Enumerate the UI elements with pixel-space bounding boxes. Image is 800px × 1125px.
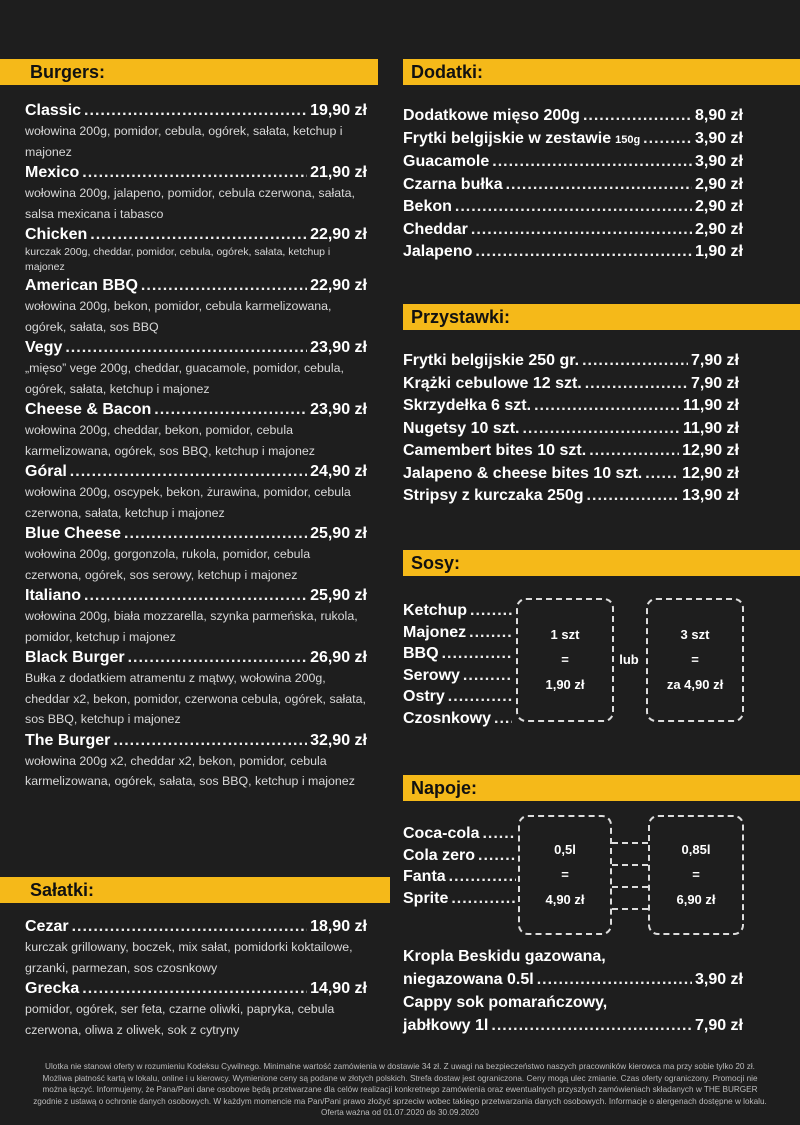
item-name: niegazowana 0.5l	[403, 971, 534, 988]
leader-dots	[84, 100, 307, 121]
salads-list	[25, 916, 367, 1040]
item-price: 32,90 zł	[310, 731, 367, 749]
leader-dots	[113, 730, 307, 751]
leader-dots	[537, 968, 692, 991]
item-name: Frytki belgijskie 250 gr.	[403, 352, 580, 369]
leader-dots	[475, 241, 692, 264]
list-item	[403, 665, 515, 687]
item-name: Stripsy z kurczaka 250g	[403, 487, 584, 504]
item-name: American BBQ	[25, 277, 138, 294]
list-item	[403, 600, 515, 622]
list-item	[403, 622, 515, 644]
sauce-box1-qty: 1 szt	[550, 627, 580, 642]
item-price: 7,90 zł	[694, 1017, 743, 1034]
item-name: Mexico	[25, 164, 80, 181]
leader-dots	[124, 523, 307, 544]
salads-header	[0, 877, 390, 903]
item-price: 11,90 zł	[682, 419, 739, 437]
item-name: Sprite	[403, 889, 449, 907]
leader-dots	[645, 463, 679, 486]
item-size: 150g	[615, 133, 641, 146]
item-line	[25, 647, 367, 668]
drink-link-2	[612, 864, 648, 866]
item-line	[403, 151, 743, 174]
item-line	[25, 461, 367, 482]
drink-line	[403, 968, 743, 991]
item-price: 3,90 zł	[694, 129, 743, 147]
item-price: 2,90 zł	[694, 220, 743, 238]
item-line	[403, 241, 743, 264]
menu-item	[25, 916, 367, 978]
leader-dots	[494, 708, 512, 730]
item-line	[403, 373, 739, 396]
item-name: Coca-cola	[403, 825, 480, 842]
item-price: 7,90 zł	[690, 352, 739, 369]
extras-title: Dodatki:	[411, 62, 483, 82]
leader-dots	[455, 196, 692, 219]
leader-dots	[442, 643, 512, 665]
item-name: jabłkowy 1l	[403, 1017, 489, 1034]
leader-dots	[492, 151, 692, 174]
leader-dots	[84, 585, 307, 606]
item-price: 3,90 zł	[694, 153, 743, 170]
item-name: The Burger	[25, 731, 111, 749]
item-name: Chicken	[25, 226, 88, 243]
list-item	[403, 845, 519, 867]
item-description: Bułka z dodatkiem atramentu z mątwy, wołowina 200g, cheddar x2, bekon, pomidor, czerwona cebula, ogórek, sałata, sos BBQ, ketchup i majonez	[25, 671, 366, 726]
item-price: 19,90 zł	[310, 102, 367, 119]
item-description: kurczak 200g, cheddar, pomidor, cebula, ogórek, sałata, ketchup i majonez	[25, 246, 331, 273]
item-description: wołowina 200g, biała mozzarella, szynka parmeńska, rukola, pomidor, ketchup i majonez	[25, 609, 358, 644]
drink-box1-price: 4,90 zł	[545, 892, 585, 907]
item-price: 3,90 zł	[694, 971, 743, 988]
item-price: 25,90 zł	[310, 525, 367, 542]
drink-line	[403, 1014, 743, 1037]
item-line	[25, 523, 367, 544]
leader-dots	[82, 162, 307, 183]
item-name: Blue Cheese	[25, 525, 122, 542]
item-line	[25, 730, 367, 751]
item-description: wołowina 200g x2, cheddar x2, bekon, pomidor, cebula karmelizowana, ogórek, sałata, sos BBQ, ketchup i majonez	[25, 753, 355, 788]
drink-box2-eq: =	[692, 867, 700, 882]
leader-dots	[469, 622, 512, 644]
item-price: 7,90 zł	[690, 374, 739, 392]
extras-header	[403, 59, 800, 85]
sauce-or-label: lub	[619, 652, 639, 667]
menu-item	[25, 399, 367, 461]
item-name: Dodatkowe mięso 200g	[403, 107, 580, 124]
item-price: 25,90 zł	[310, 587, 367, 604]
item-description: wołowina 200g, jalapeno, pomidor, cebula czerwona, sałata, salsa mexicana i tabasco	[25, 186, 355, 221]
burgers-header	[0, 59, 378, 85]
item-line	[25, 275, 367, 296]
sauce-box2-price: za 4,90 zł	[666, 677, 724, 692]
item-line	[403, 463, 739, 486]
leader-dots	[506, 174, 692, 197]
item-price: 1,90 zł	[694, 243, 743, 260]
list-item	[403, 888, 519, 910]
leader-dots	[582, 350, 688, 373]
menu-item	[25, 461, 367, 523]
leader-dots	[534, 395, 680, 418]
sauces-list	[403, 600, 515, 729]
item-name: Camembert bites 10 szt.	[403, 442, 587, 459]
item-name: Guacamole	[403, 153, 490, 170]
leader-dots	[65, 337, 307, 358]
item-name: Cezar	[25, 918, 69, 935]
item-name: Cheese & Bacon	[25, 401, 152, 418]
menu-item	[25, 647, 367, 730]
item-name: Krążki cebulowe 12 szt.	[403, 374, 582, 392]
item-line	[403, 196, 743, 219]
leader-dots	[583, 105, 692, 128]
item-price: 2,90 zł	[694, 198, 743, 215]
menu-item	[25, 523, 367, 585]
drink-line: Cappy sok pomarańczowy,	[403, 994, 608, 1011]
item-name: BBQ	[403, 645, 439, 662]
sauce-box1-price: 1,90 zł	[545, 677, 585, 692]
item-name: Fanta	[403, 868, 446, 885]
item-name: Vegy	[25, 339, 63, 356]
salads-title: Sałatki:	[30, 880, 95, 900]
sauce-box2-eq: =	[691, 652, 699, 667]
extras-list	[403, 105, 743, 264]
item-price: 26,90 zł	[310, 649, 367, 666]
item-line	[403, 128, 743, 152]
item-line	[25, 399, 367, 420]
drink-box-large	[648, 815, 744, 935]
item-name: Czosnkowy	[403, 709, 492, 727]
burgers-title: Burgers:	[30, 62, 106, 82]
item-description: kurczak grillowany, boczek, mix sałat, pomidorki koktailowe, grzanki, parmezan, sos czosnkowy	[25, 940, 353, 975]
leader-dots	[491, 1014, 692, 1037]
sauce-box2-qty: 3 szt	[680, 627, 710, 642]
drink-line: Kropla Beskidu gazowana,	[403, 948, 606, 965]
item-description: wołowina 200g, gorgonzola, rukola, pomidor, cebula czerwona, ogórek, sos serowy, ketchup i majonez	[25, 547, 311, 582]
starters-list	[403, 350, 739, 508]
menu-item	[25, 224, 367, 275]
item-price: 22,90 zł	[310, 226, 367, 243]
leader-dots	[70, 461, 307, 482]
drinks-title: Napoje:	[411, 778, 478, 798]
sauces-title: Sosy:	[411, 553, 461, 573]
sauce-box-single	[516, 598, 614, 722]
item-name: Black Burger	[25, 649, 125, 666]
sauce-box1-eq: =	[561, 652, 569, 667]
item-line	[403, 350, 739, 373]
item-price: 13,90 zł	[682, 487, 739, 504]
item-name: Nugetsy 10 szt.	[403, 419, 520, 437]
item-name: Grecka	[25, 980, 80, 997]
item-name: Góral	[25, 463, 67, 480]
item-line	[403, 105, 743, 128]
item-line	[403, 485, 739, 508]
sauces-header	[403, 550, 800, 576]
item-line	[403, 440, 739, 463]
leader-dots	[448, 686, 512, 708]
leader-dots	[471, 219, 692, 242]
drinks-list	[403, 823, 519, 909]
item-price: 11,90 zł	[682, 397, 739, 414]
item-name: Serowy	[403, 666, 460, 684]
item-description: wołowina 200g, pomidor, cebula, ogórek, sałata, ketchup i majonez	[25, 124, 343, 159]
item-description: pomidor, ogórek, ser feta, czarne oliwki, papryka, cebula czerwona, oliwa z oliwek, sok z cytryny	[25, 1002, 335, 1037]
leader-dots	[589, 440, 679, 463]
drinks-header	[403, 775, 800, 801]
menu-item	[25, 585, 367, 647]
item-line	[403, 395, 739, 418]
item-name: Cheddar	[403, 220, 468, 238]
list-item	[403, 686, 515, 708]
drinks-extra-list	[403, 945, 743, 1037]
menu-item	[25, 162, 367, 224]
drink-link-1	[612, 842, 648, 844]
drink-box1-size: 0,5l	[554, 842, 576, 857]
list-item	[403, 643, 515, 665]
leader-dots	[587, 485, 680, 508]
item-description: wołowina 200g, oscypek, bekon, żurawina, pomidor, cebula czerwona, sałata, ketchup i majonez	[25, 485, 351, 520]
item-price: 18,90 zł	[310, 918, 367, 935]
drink-box-small	[518, 815, 612, 935]
starters-title: Przystawki:	[411, 307, 511, 327]
item-line	[403, 418, 739, 441]
item-name: Bekon	[403, 198, 452, 215]
sauce-box-triple	[646, 598, 744, 722]
item-line	[25, 224, 367, 245]
leader-dots	[643, 128, 692, 151]
item-name: Czarna bułka	[403, 175, 503, 193]
leader-dots	[141, 275, 307, 296]
item-line	[403, 219, 743, 242]
item-name: Italiano	[25, 587, 82, 604]
leader-dots	[478, 845, 516, 867]
item-line	[25, 916, 367, 937]
menu-item	[25, 275, 367, 337]
item-name: Cola zero	[403, 846, 476, 864]
item-price: 14,90 zł	[310, 980, 367, 997]
leader-dots	[128, 647, 307, 668]
item-line	[25, 100, 367, 121]
item-price: 23,90 zł	[310, 401, 367, 418]
item-price: 12,90 zł	[682, 442, 739, 459]
item-price: 12,90 zł	[682, 464, 739, 482]
item-name: Ketchup	[403, 602, 467, 619]
drink-box2-size: 0,85l	[681, 842, 711, 857]
item-price: 23,90 zł	[310, 339, 367, 356]
item-name: Jalapeno	[403, 243, 473, 260]
item-description: wołowina 200g, bekon, pomidor, cebula karmelizowana, ogórek, sałata, sos BBQ	[25, 299, 332, 334]
menu-item	[25, 730, 367, 792]
item-line	[25, 585, 367, 606]
item-price: 22,90 zł	[310, 277, 367, 294]
item-name: Classic	[25, 102, 82, 119]
list-item	[403, 823, 519, 845]
item-description: „mięso” vege 200g, cheddar, guacamole, pomidor, cebula, ogórek, sałata, ketchup i majonez	[25, 361, 344, 396]
leader-dots	[585, 373, 688, 396]
item-name: Frytki belgijskie w zestawie	[403, 129, 612, 147]
leader-dots	[154, 399, 307, 420]
leader-dots	[451, 888, 516, 910]
footer-disclaimer: Ulotka nie stanowi oferty w rozumieniu Kodeksu Cywilnego. Minimalne wartość zamówienia w dostawie 34 zł. Z uwagi na bezpieczeństwo naszych pracowników kierowca ma przy sobie tylko 20 zł. Możliwa płatność kartą w lokalu, online i u kierowcy. Wymienione ceny są podane w złotych polskich. Strefa dostaw jest ograniczona. Ceny mogą ulec zmianie. Czas oferty ograniczony. Promocji nie można łączyć. Informujemy, że Pana/Pani dane osobowe będą przetwarzane dla celów realizacji konkretnego zamówienia oraz ewentualnych przyszłych zamówieniach składanych w THE BURGER zgodnie z ustawą o ochronie danych osobowych. W każdym momencie ma Pan/Pani prawo złożyć sprzeciw wobec takiego przetwarzania danych osobowych. Informacje o alergenach dostępne w lokalu. Oferta ważna od 01.07.2020 do 30.09.2020	[33, 1062, 767, 1117]
menu-item	[25, 978, 367, 1040]
item-line	[403, 174, 743, 197]
menu-item	[25, 100, 367, 162]
leader-dots	[482, 823, 516, 845]
item-line	[25, 162, 367, 183]
item-description: wołowina 200g, cheddar, bekon, pomidor, cebula karmelizowana, ogórek, sos BBQ, ketchup i majonez	[25, 423, 315, 458]
leader-dots	[72, 916, 307, 937]
item-name: Skrzydełka 6 szt.	[403, 397, 532, 414]
leader-dots	[470, 600, 512, 622]
leader-dots	[90, 224, 307, 245]
leader-dots	[82, 978, 307, 999]
item-name: Majonez	[403, 623, 467, 641]
item-price: 24,90 zł	[310, 463, 367, 480]
starters-header	[403, 304, 800, 330]
item-line	[25, 978, 367, 999]
leader-dots	[522, 418, 679, 441]
leader-dots	[449, 866, 516, 888]
drink-link-3	[612, 886, 648, 888]
item-price: 2,90 zł	[694, 175, 743, 193]
item-name: Jalapeno & cheese bites 10 szt.	[403, 464, 643, 482]
item-line	[25, 337, 367, 358]
drink-box1-eq: =	[561, 867, 569, 882]
list-item	[403, 708, 515, 730]
item-price: 8,90 zł	[694, 107, 743, 124]
drink-box2-price: 6,90 zł	[676, 892, 716, 907]
list-item	[403, 866, 519, 888]
item-price: 21,90 zł	[310, 164, 367, 181]
burgers-list	[25, 100, 367, 792]
leader-dots	[463, 665, 512, 687]
item-name: Ostry	[403, 688, 445, 705]
drink-link-4	[612, 908, 648, 910]
menu-item	[25, 337, 367, 399]
